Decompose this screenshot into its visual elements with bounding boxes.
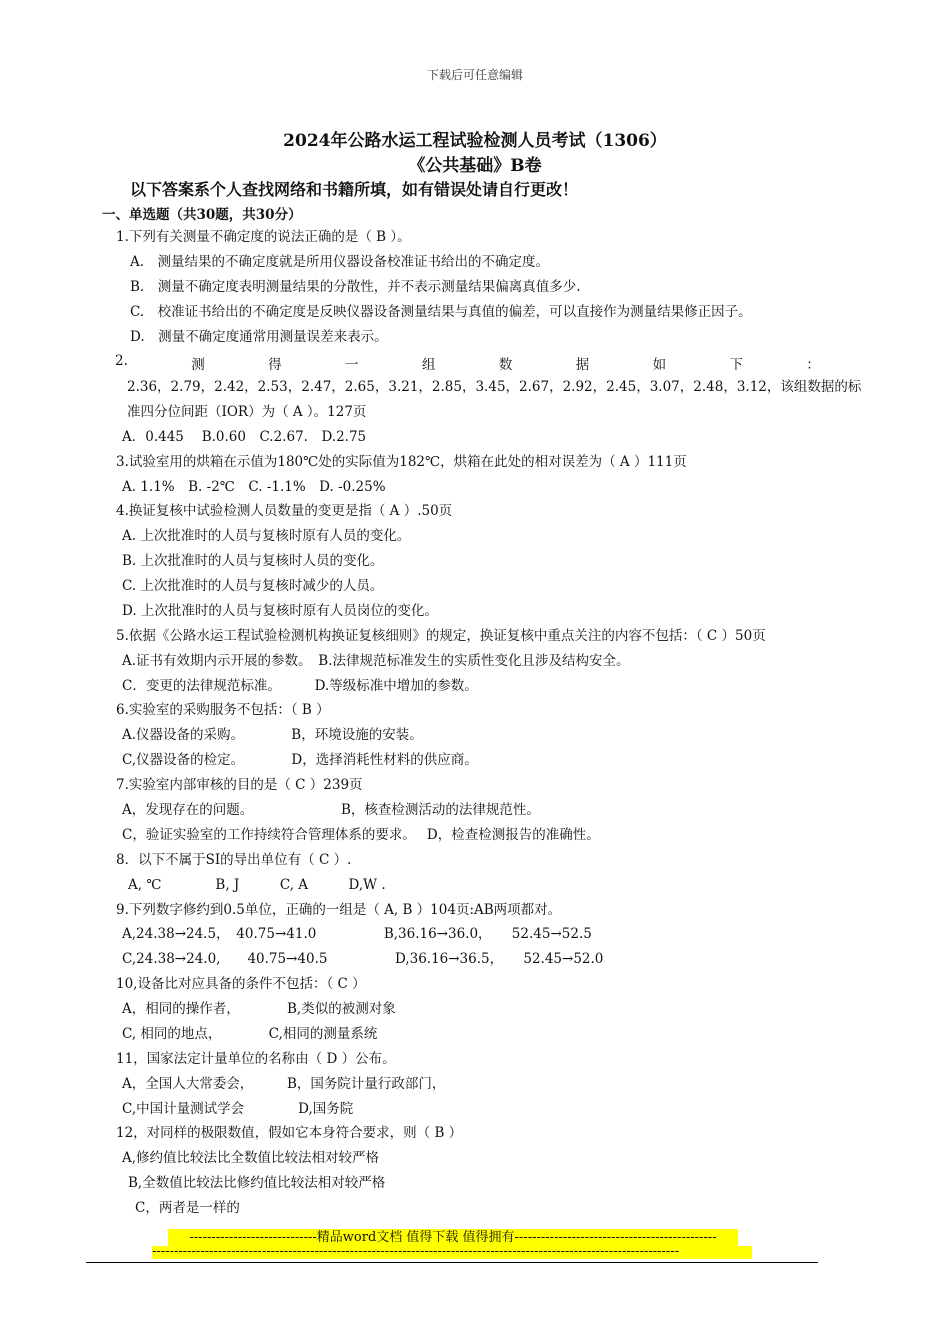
question-7: 7.实验室内部审核的目的是（ C ）239页 bbox=[116, 777, 363, 793]
option-line: A．0.445 B.0.60 C.2.67. D.2.75 bbox=[122, 429, 367, 445]
page-header: 下载后可任意编辑 bbox=[426, 68, 523, 82]
option-line: C. 校准证书给出的不确定度是反映仪器设备测量结果与真值的偏差，可以直接作为测量结果修正因子。 bbox=[130, 304, 752, 320]
option-line: A.证书有效期内示开展的参数。 B.法律规范标准发生的实质性变化且涉及结构安全。 bbox=[122, 653, 630, 669]
q2-char: 组 bbox=[421, 357, 436, 373]
option-line: A，发现存在的问题。 B，核查检测活动的法律规范性。 bbox=[122, 802, 540, 818]
question-8: 8．以下不属于SI的导出单位有（ C ）. bbox=[116, 852, 352, 868]
option-line: A,修约值比较法比全数值比较法相对较严格 bbox=[122, 1150, 380, 1166]
q2-char: 2. bbox=[115, 353, 128, 369]
option-line: D. 测量不确定度通常用测量误差来表示。 bbox=[130, 329, 388, 345]
option-line: A.仪器设备的采购。 B，环境设施的安装。 bbox=[122, 727, 423, 743]
option-line: C,24.38→24.0, 40.75→40.5 D,36.16→36.5， 52.45→52.0 bbox=[122, 951, 604, 967]
option-line: A. 上次批准时的人员与复核时原有人员的变化。 bbox=[122, 528, 411, 544]
question-11: 11，国家法定计量单位的名称由（ D ）公布。 bbox=[116, 1051, 396, 1067]
question-2-text: 准四分位间距（IOR）为（ A ）。127页 bbox=[127, 404, 367, 420]
option-line: B. 上次批准时的人员与复核时人员的变化。 bbox=[122, 553, 384, 569]
question-2-data: 2.36，2.79，2.42，2.53，2.47，2.65，3.21，2.85，3.45，2.67，2.92，2.45，3.07，2.48，3.12，该组数据的标 bbox=[127, 379, 862, 395]
option-line: A. 测量结果的不确定度就是所用仪器设备校准证书给出的不确定度。 bbox=[130, 254, 550, 270]
question-4: 4.换证复核中试验检测人员数量的变更是指（ A ）.50页 bbox=[116, 503, 453, 519]
option-line: A，全国人大常委会， B，国务院计量行政部门， bbox=[122, 1076, 446, 1092]
question-12: 12，对同样的极限数值，假如它本身符合要求，则（ B ） bbox=[116, 1125, 463, 1141]
q2-spread-label bbox=[115, 353, 820, 373]
option-line: C,仪器设备的检定。 D，选择消耗性材料的供应商。 bbox=[122, 752, 478, 768]
footer-dashes: ------------------------------------------------------------------------------------------------------------------------ bbox=[152, 1246, 752, 1259]
option-line: C，验证实验室的工作持续符合管理体系的要求。 D，检查检测报告的准确性。 bbox=[122, 827, 600, 843]
option-line: C,中国计量测试学会 D,国务院 bbox=[122, 1101, 354, 1117]
option-line: D. 上次批准时的人员与复核时原有人员岗位的变化。 bbox=[122, 603, 438, 619]
q2-char: 数 bbox=[498, 357, 513, 373]
q2-char: 下 bbox=[729, 357, 744, 373]
q2-char: 据 bbox=[575, 357, 590, 373]
footer-rule bbox=[86, 1262, 818, 1263]
q2-char: 一 bbox=[345, 357, 359, 373]
question-6: 6.实验室的采购服务不包括：（ B ） bbox=[116, 702, 330, 718]
section-heading: 一、单选题（共30题，共30分） bbox=[102, 207, 302, 223]
exam-subtitle: 《公共基础》B卷 bbox=[408, 156, 542, 176]
exam-title: 2024年公路水运工程试验检测人员考试（1306） bbox=[283, 131, 667, 151]
q2-char: 测 bbox=[191, 357, 205, 373]
option-line: B. 测量不确定度表明测量结果的分散性，并不表示测量结果偏离真值多少. bbox=[130, 279, 581, 295]
option-line: A，相同的操作者， B,类似的被测对象 bbox=[122, 1001, 396, 1017]
question-9: 9.下列数字修约到0.5单位，正确的一组是（ A, B ）104页:AB两项都对。 bbox=[116, 902, 562, 918]
q2-char: 得 bbox=[268, 357, 282, 373]
question-10: 10,设备比对应具备的条件不包括：（ C ） bbox=[116, 976, 366, 992]
option-line: C．变更的法律规范标准。 D.等级标准中增加的参数。 bbox=[122, 678, 478, 694]
q2-char: 如 bbox=[652, 357, 667, 373]
option-line: A. 1.1% B. -2℃ C. -1.1% D. -0.25% bbox=[122, 479, 386, 495]
option-line: C. 上次批准时的人员与复核时减少的人员。 bbox=[122, 578, 384, 594]
question-5: 5.依据《公路水运工程试验检测机构换证复核细则》的规定，换证复核中重点关注的内容不包括：（ C ）50页 bbox=[116, 628, 766, 644]
option-line: A,24.38→24.5， 40.75→41.0 B,36.16→36.0， 52.45→52.5 bbox=[122, 926, 592, 942]
notice-text: 以下答案系个人查找网络和书籍所填，如有错误处请自行更改！ bbox=[130, 180, 579, 199]
footer-banner: -----------------------------精品word文档 值得下载 值得拥有---------------------------------------------- bbox=[168, 1229, 738, 1246]
q2-char: ： bbox=[806, 357, 820, 373]
question-3: 3.试验室用的烘箱在示值为180℃处的实际值为182℃，烘箱在此处的相对误差为（ A ）111页 bbox=[116, 454, 687, 470]
question-1: 1.下列有关测量不确定度的说法正确的是（ B ）。 bbox=[116, 229, 411, 245]
option-line: B,全数值比较法比修约值比较法相对较严格 bbox=[128, 1175, 386, 1191]
option-line: C, 相同的地点， C,相同的测量系统 bbox=[122, 1026, 378, 1042]
option-line: A, ℃ B, J C, A D,W . bbox=[128, 877, 386, 893]
option-line: C，两者是一样的 bbox=[135, 1200, 240, 1216]
